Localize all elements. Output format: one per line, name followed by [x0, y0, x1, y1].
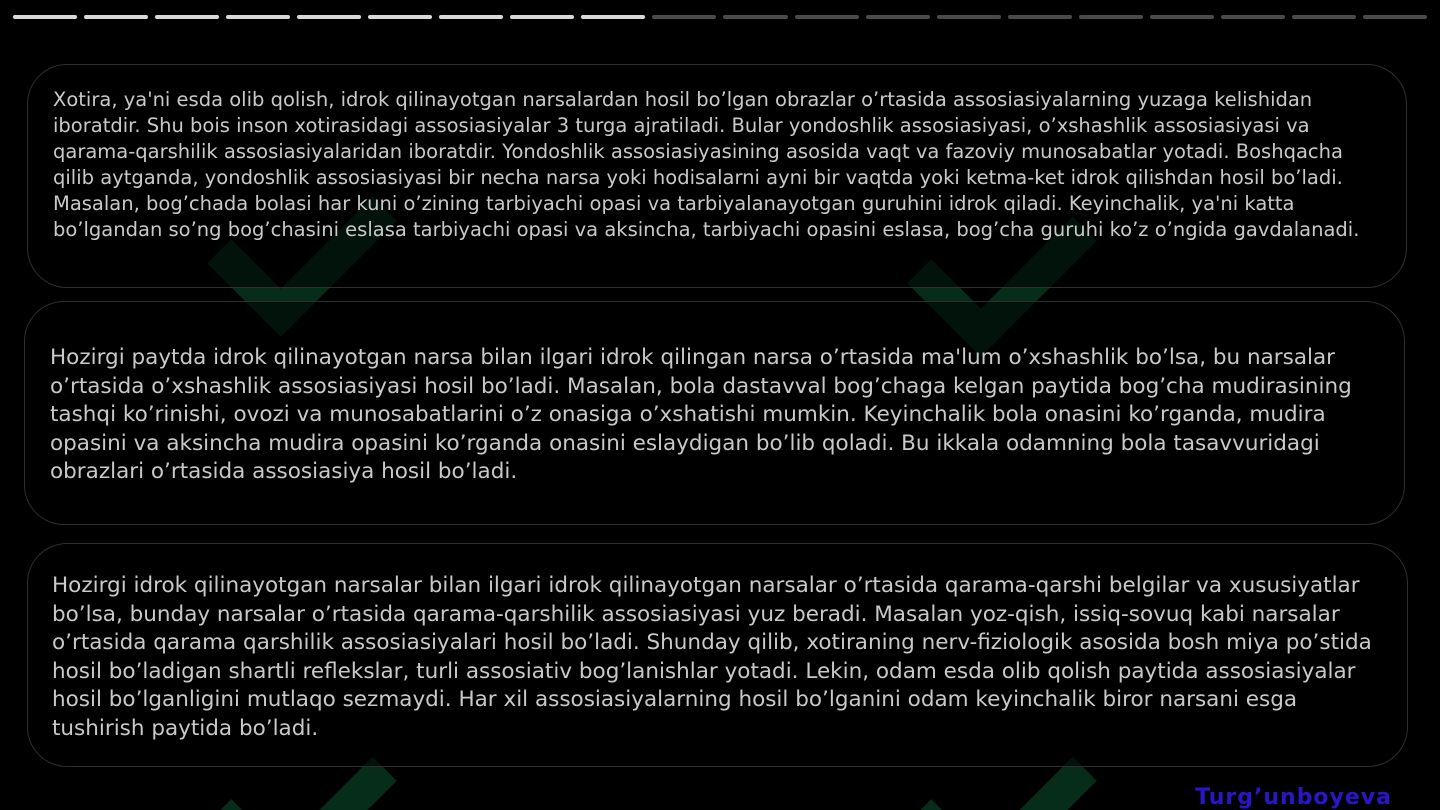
progress-segment	[1079, 15, 1143, 19]
progress-segment	[1221, 15, 1285, 19]
progress-segment	[1008, 15, 1072, 19]
progress-segment	[1292, 15, 1356, 19]
text-card-contrast	[27, 543, 1408, 767]
progress-segment	[226, 15, 290, 19]
progress-segment	[13, 15, 77, 19]
progress-segment	[297, 15, 361, 19]
paragraph-similarity: Hozirgi paytda idrok qilinayotgan narsa bilan ilgari idrok qilingan narsa o’rtasida ma'lum o’xshashlik bo’lsa, bu narsalar o’rtasida o’xshashlik assosiasiyasi hosil bo’ladi. Masalan, bola dastavval bog’chaga kelgan paytida bog’cha mudirasining tashqi ko’rinishi, ovozi va munosabatlarini o’z onasiga o’xshatishi mumkin. Keyinchalik bola onasini ko’rganda, mudira opasini va aksincha mudira opasini ko’rganda onasini eslaydigan bo’lib qoladi. Bu ikkala odamning bola tasavvuridagi obrazlari o’rtasida assosiasiya hosil bo’ladi.	[50, 345, 1352, 484]
progress-segment	[795, 15, 859, 19]
progress-segment	[1363, 15, 1427, 19]
progress-segment	[510, 15, 574, 19]
progress-segment	[439, 15, 503, 19]
progress-segment	[723, 15, 787, 19]
progress-segment	[866, 15, 930, 19]
progress-segment	[652, 15, 716, 19]
progress-segment	[1150, 15, 1214, 19]
author-signature: Turg’unboyeva	[1195, 785, 1392, 810]
progress-segment	[937, 15, 1001, 19]
text-card-contiguity	[27, 64, 1407, 288]
story-progress-bar	[13, 15, 1427, 19]
paragraph-contrast: Hozirgi idrok qilinayotgan narsalar bilan ilgari idrok qilinayotgan narsalar o’rtasida qarama-qarshi belgilar va xususiyatlar bo’lsa, bunday narsalar o’rtasida qarama-qarshilik assosiasiyasi yuz beradi. Masalan yoz-qish, issiq-sovuq kabi narsalar o’rtasida qarama qarshilik assosiasiyalari hosil bo’ladi. Shunday qilib, xotiraning nerv-fiziologik asosida bosh miya po’stida hosil bo’ladigan shartli reflekslar, turli assosiativ bog’lanishlar yotadi. Lekin, odam esda olib qolish paytida assosiasiyalar hosil bo’lganligini mutlaqo sezmaydi. Har xil assosiasiyalarning hosil bo’lganini odam keyinchalik biror narsani esga tushirish paytida bo’ladi.	[52, 573, 1372, 741]
progress-segment	[368, 15, 432, 19]
progress-segment	[155, 15, 219, 19]
paragraph-contiguity: Xotira, ya'ni esda olib qolish, idrok qilinayotgan narsalardan hosil bo’lgan obrazlar o’rtasida assosiasiyalarning yuzaga kelishidan iboratdir. Shu bois inson xotirasidagi assosiasiyalar 3 turga ajratiladi. Bular yondoshlik assosiasiyasi, o’xshashlik assosiasiyasi va qarama-qarshilik assosiasiyalaridan iboratdir. Yondoshlik assosiasiyasining asosida vaqt va fazoviy munosabatlar yotadi. Boshqacha qilib aytganda, yondoshlik assosiasiyasi bir necha narsa yoki hodisalarni ayni bir vaqtda yoki ketma-ket idrok qilishdan hosil bo’ladi. Masalan, bog’chada bolasi har kuni o’zining tarbiyachi opasi va tarbiyalanayotgan guruhini idrok qiladi. Keyinchalik, ya'ni katta bo’lgandan so’ng bog’chasini eslasa tarbiyachi opasi va aksincha, tarbiyachi opasini eslasa, bog’cha guruhi ko’z o’ngida gavdalanadi.	[53, 88, 1360, 241]
progress-segment	[581, 15, 645, 19]
text-card-similarity	[24, 301, 1405, 525]
progress-segment	[84, 15, 148, 19]
